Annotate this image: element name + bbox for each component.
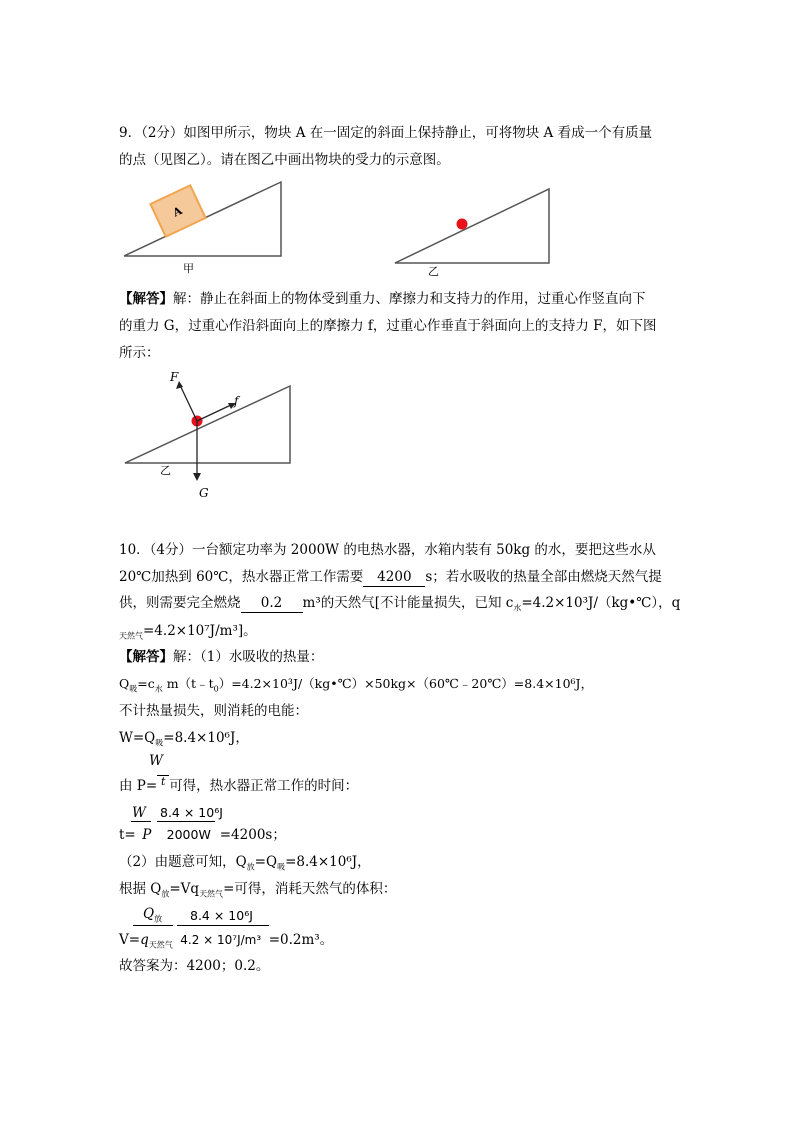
incline-answer: [125, 386, 290, 463]
frac-num-8.4e6: 8.4 × 10⁶J: [160, 805, 223, 820]
figure-jia: [118, 178, 288, 276]
q10-answer-line8: 根据 $Q_放=Vq_{天然气}=$可得，消耗天然气的体积：: [119, 881, 397, 899]
q9-answer-line1: 【解答】解：静止在斜面上的物体受到重力、摩擦力和支持力的作用，过重心作竖直向下: [119, 291, 646, 307]
caption-yi: 乙: [428, 265, 439, 277]
q9-stem-line2: 的点（见图乙）。请在图乙中画出物块的受力的示意图。: [119, 152, 450, 168]
label-G: G: [199, 486, 209, 500]
figure-force-diagram: [120, 366, 295, 502]
incline-yi: [395, 189, 549, 263]
answer-tag: 【解答】: [119, 649, 173, 665]
frac-Q-numerator: $Q_放$: [143, 906, 163, 924]
figure-yi: [390, 185, 555, 277]
q10-stem-line4: $_{天然气}$=4.2×10⁷J/m³]。: [119, 623, 257, 641]
frac-num-8.4e6-b: 8.4 × 10⁶J: [190, 908, 253, 923]
q9-answer-line2: 的重力 G，过重心作沿斜面向上的摩擦力 f，过重心作垂直于斜面向上的支持力 F，如下图: [119, 318, 657, 334]
q10-answer-line9: $V=q_{天然气}$ 4.2 × 10⁷J/m³ =0.2m³。: [119, 932, 334, 950]
q10-answer-line6: t= P 2000W =4200s；: [119, 827, 286, 843]
label-f: f: [234, 394, 239, 408]
q10-answer-line3: 不计热量损失，则消耗的电能：: [119, 703, 308, 719]
q10-final-answer: 故答案为：4200；0.2。: [119, 958, 270, 974]
frac-t-denominator: t: [157, 775, 169, 788]
caption-yi-answer: 乙: [160, 464, 171, 477]
q10-answer-line1: 【解答】解：（1）水吸收的热量：: [119, 649, 324, 665]
frac-W-numerator: W: [149, 753, 163, 769]
q10-stem-line2: 20℃加热到 60℃，热水器正常工作需要 4200 s；若水吸收的热量全部由燃烧天然气提: [119, 569, 662, 585]
q10-answer-line5: 由 P= t 可得，热水器正常工作的时间：: [119, 775, 359, 794]
block-a: [150, 185, 205, 236]
q10-answer-line2: $Q_吸=c_水$ $m(t﹣t_0)=4.2\times 10^3J/(kg•℃)\times 50kg\times(60℃﹣20℃)=8.4\times 10^6J$，: [119, 676, 594, 694]
frac-W: W: [132, 805, 146, 821]
q10-stem-line3: 供，则需要完全燃烧 0.2 m³的天然气[不计能量损失，已知 $c_水=4.2\times 10^3J/(kg•℃)$，q: [119, 595, 681, 613]
block-label: A: [170, 204, 185, 220]
q10-answer-line7: （2）由题意可知，$Q_放=Q_吸=8.4\times 10^6J$，: [119, 854, 371, 872]
q9-stem-line1: 9．（2分）如图甲所示，物块 A 在一固定的斜面上保持静止，可将物块 A 看成一个有质量: [119, 125, 653, 141]
q9-answer-line3: 所示：: [119, 345, 160, 361]
q10-stem-line1: 10．（4分）一台额定功率为 2000W 的电热水器，水箱内装有 50kg 的水，要把这些水从: [119, 542, 656, 558]
answer-tag: 【解答】: [119, 291, 173, 307]
blank-answer-1: 4200: [363, 568, 425, 587]
caption-jia: 甲: [183, 262, 194, 275]
q10-answer-line4: $W=Q_吸=8.4\times 10^6J$，: [119, 730, 249, 748]
mass-point: [457, 219, 468, 230]
label-F: F: [170, 370, 179, 384]
blank-answer-2: 0.2: [241, 594, 303, 613]
